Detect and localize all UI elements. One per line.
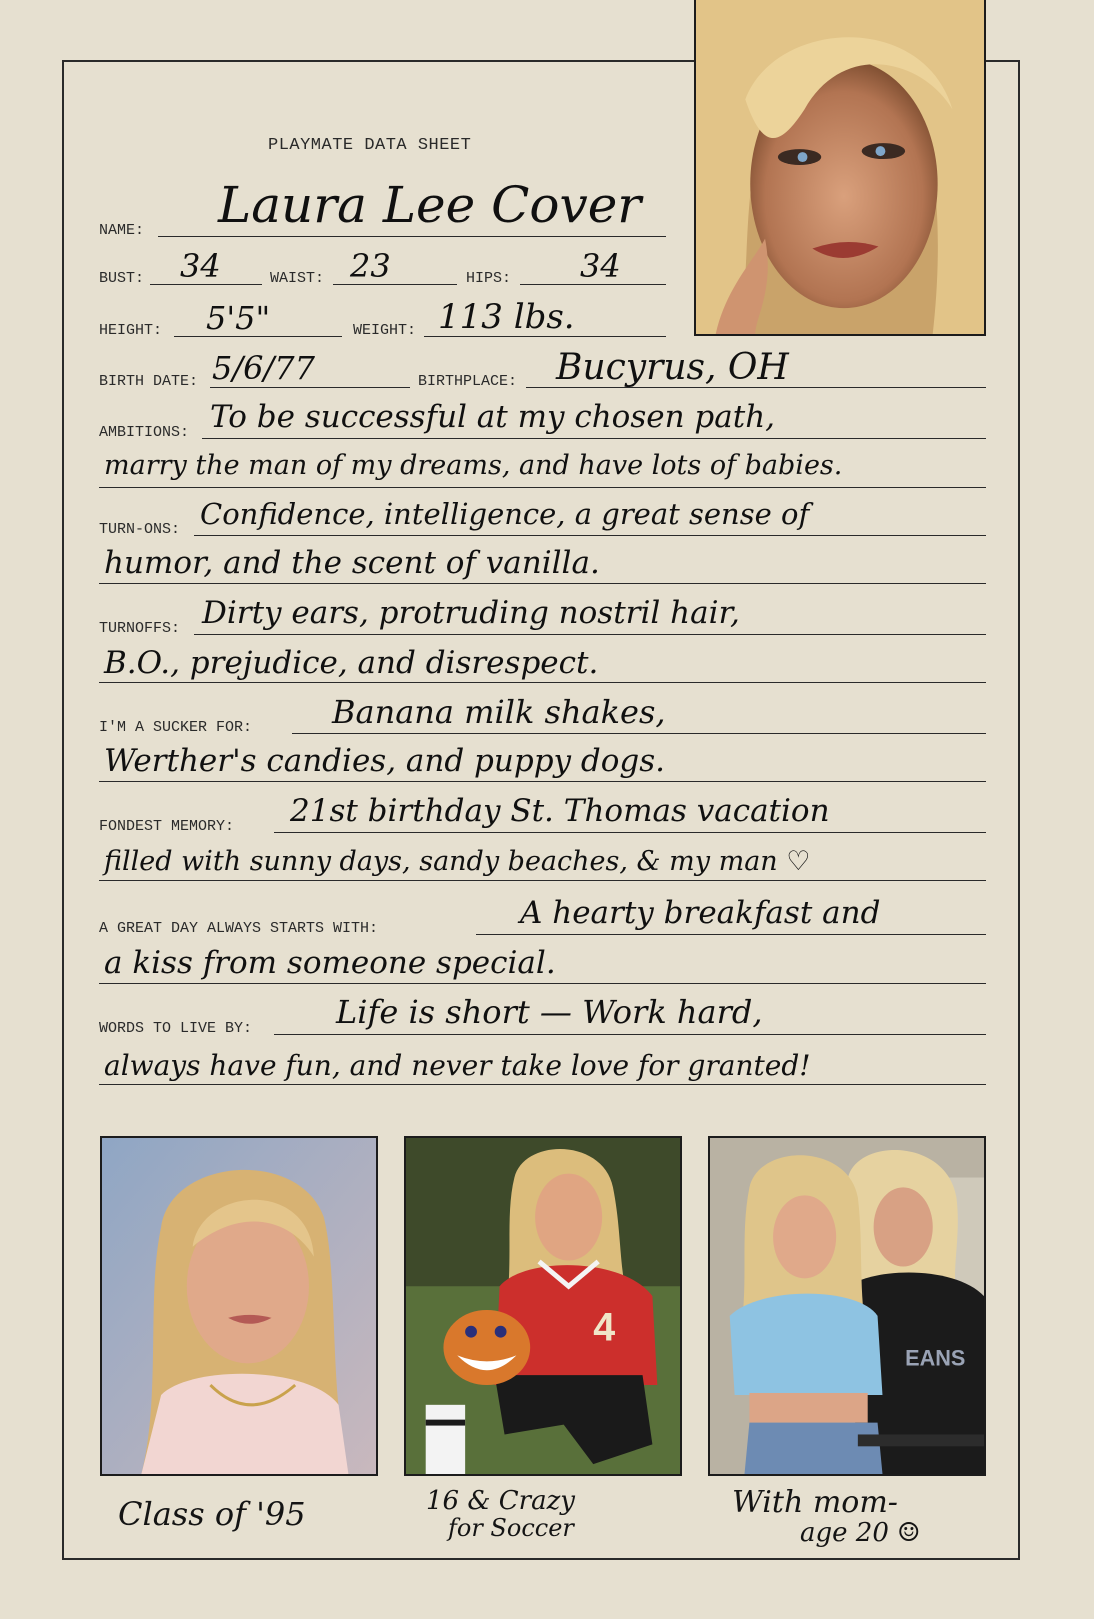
words-line-1 <box>274 1034 986 1035</box>
photo-soccer <box>404 1136 682 1476</box>
weight-label: WEIGHT: <box>353 322 417 339</box>
caption-soccer-line-1: 16 & Crazy <box>426 1486 575 1516</box>
waist-label: WAIST: <box>270 270 325 287</box>
waist-value: 23 <box>350 247 391 285</box>
hips-label: HIPS: <box>466 270 512 287</box>
sucker-for-line-2 <box>99 781 986 782</box>
hips-value: 34 <box>580 247 621 285</box>
ambitions-label: AMBITIONS: <box>99 424 190 441</box>
birthplace-value: Bucyrus, OH <box>556 347 789 388</box>
ambitions-value-2: marry the man of my dreams, and have lots of babies. <box>104 450 843 481</box>
fondest-memory-line-2 <box>99 880 986 881</box>
height-label: HEIGHT: <box>99 322 163 339</box>
ambitions-value-1: To be successful at my chosen path, <box>210 399 776 435</box>
turn-ons-value-1: Confidence, intelligence, a great sense of <box>200 497 810 531</box>
ambitions-line-2 <box>99 487 986 488</box>
height-value: 5'5" <box>206 299 271 337</box>
fondest-memory-line-1 <box>274 832 986 833</box>
birthplace-label: BIRTHPLACE: <box>418 373 518 390</box>
bust-value: 34 <box>180 247 221 285</box>
caption-class-of-95: Class of '95 <box>118 1495 306 1533</box>
birth-date-line <box>210 387 410 388</box>
turn-ons-line-1 <box>194 535 986 536</box>
caption-with-mom-line-2: age 20 ☺ <box>800 1518 921 1548</box>
name-label: NAME: <box>99 222 145 239</box>
svg-text:4: 4 <box>593 1305 616 1350</box>
words-value-2: always have fun, and never take love for granted! <box>104 1049 811 1082</box>
turn-ons-value-2: humor, and the scent of vanilla. <box>104 545 600 581</box>
svg-text:EANS: EANS <box>905 1345 966 1371</box>
name-value: Laura Lee Cover <box>218 176 642 234</box>
name-line <box>158 236 666 237</box>
fondest-memory-value-1: 21st birthday St. Thomas vacation <box>290 793 830 829</box>
great-day-line-2 <box>99 983 986 984</box>
weight-value: 113 lbs. <box>438 297 575 337</box>
sucker-for-value-2: Werther's candies, and puppy dogs. <box>104 743 666 779</box>
photo-class-of-95 <box>100 1136 378 1476</box>
words-value-1: Life is short — Work hard, <box>336 993 763 1031</box>
turnoffs-line-1 <box>194 634 986 635</box>
sucker-for-label: I'M A SUCKER FOR: <box>99 719 253 736</box>
photo-with-mom <box>708 1136 986 1476</box>
fondest-memory-label: FONDEST MEMORY: <box>99 818 235 835</box>
sucker-for-line-1 <box>292 733 986 734</box>
portrait-photo <box>694 0 986 336</box>
ambitions-line-1 <box>202 438 986 439</box>
turn-ons-label: TURN-ONS: <box>99 521 181 538</box>
great-day-line-1 <box>476 934 986 935</box>
turnoffs-label: TURNOFFS: <box>99 620 181 637</box>
words-label: WORDS TO LIVE BY: <box>99 1020 253 1037</box>
turnoffs-value-2: B.O., prejudice, and disrespect. <box>104 645 599 681</box>
birth-date-label: BIRTH DATE: <box>99 373 199 390</box>
fondest-memory-value-2: filled with sunny days, sandy beaches, & my man ♡ <box>104 846 811 877</box>
caption-soccer-line-2: for Soccer <box>448 1514 574 1542</box>
sucker-for-value-1: Banana milk shakes, <box>332 693 666 731</box>
great-day-label: A GREAT DAY ALWAYS STARTS WITH: <box>99 920 379 937</box>
sheet-title: PLAYMATE DATA SHEET <box>268 136 472 155</box>
turn-ons-line-2 <box>99 583 986 584</box>
turnoffs-line-2 <box>99 682 986 683</box>
words-line-2 <box>99 1084 986 1085</box>
great-day-value-2: a kiss from someone special. <box>104 945 556 981</box>
birth-date-value: 5/6/77 <box>212 349 315 387</box>
bust-label: BUST: <box>99 270 145 287</box>
caption-with-mom-line-1: With mom- <box>732 1485 898 1520</box>
turnoffs-value-1: Dirty ears, protruding nostril hair, <box>202 595 740 631</box>
great-day-value-1: A hearty breakfast and <box>520 895 881 931</box>
